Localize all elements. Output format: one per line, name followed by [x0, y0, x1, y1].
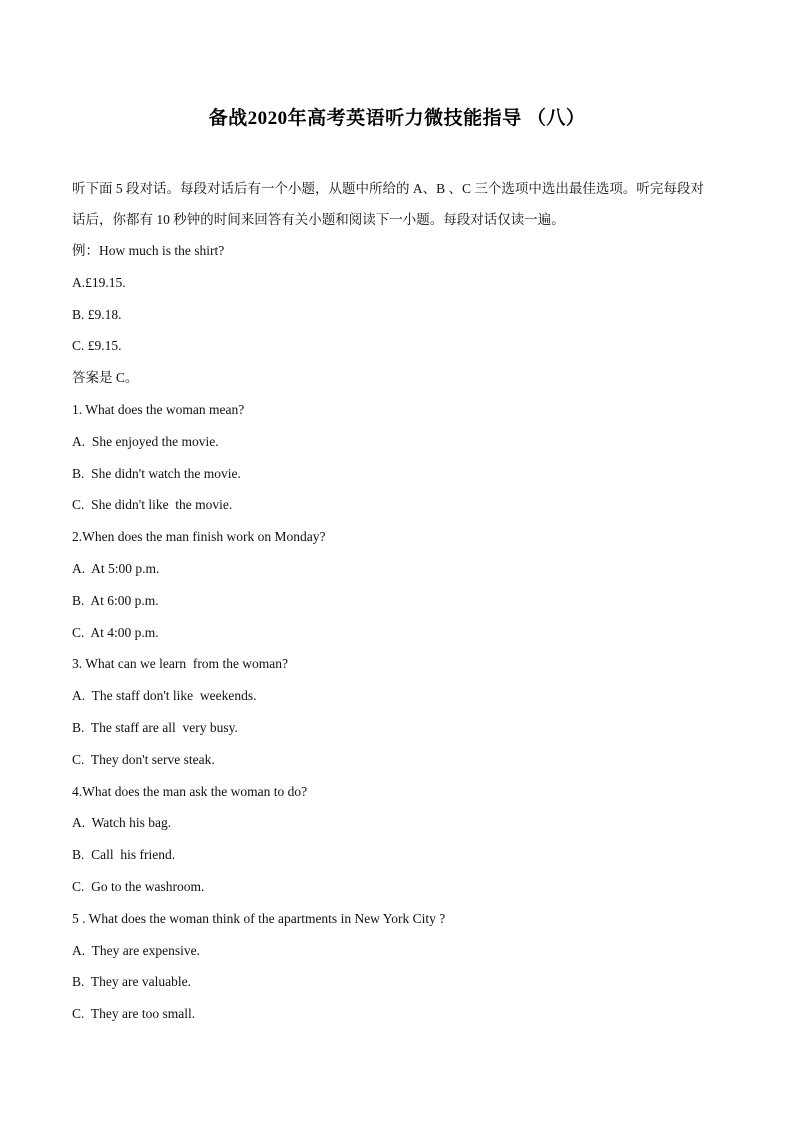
- example-option: B. £9.18.: [72, 306, 122, 322]
- page-title: 备战2020年高考英语听力微技能指导 （八）: [208, 108, 586, 129]
- question-1-option: A. She enjoyed the movie.: [72, 433, 219, 449]
- question-2: 2.When does the man finish work on Monday?: [72, 529, 326, 545]
- instructions-line: 话后，你都有 10 秒钟的时间来回答有关小题和阅读下一小题。每段对话仅读一遍。: [72, 212, 565, 227]
- instructions: [72, 173, 732, 235]
- question-2-option: A. At 5:00 p.m.: [72, 560, 160, 576]
- question-5-option: A. They are expensive.: [72, 942, 200, 958]
- question-5-option: C. They are too small.: [72, 1006, 196, 1022]
- question-2-option: C. At 4:00 p.m.: [72, 624, 159, 640]
- question-4: 4.What does the man ask the woman to do?: [72, 783, 308, 799]
- question-4-option: B. Call his friend.: [72, 847, 176, 863]
- question-3-option: A. The staff don't like weekends.: [72, 688, 257, 704]
- question-1-option: C. She didn't like the movie.: [72, 497, 233, 513]
- question-1: 1. What does the woman mean?: [72, 401, 245, 417]
- question-3: 3. What can we learn from the woman?: [72, 656, 289, 672]
- question-5-option: B. They are valuable.: [72, 974, 191, 990]
- question-4-option: A. Watch his bag.: [72, 815, 172, 831]
- instructions-line: 听下面 5 段对话。每段对话后有一个小题，从题中所给的 A、B 、C 三个选项中选出最佳选项。听完每段对: [72, 181, 704, 196]
- question-list: [72, 235, 732, 1030]
- question-3-option: C. They don't serve steak.: [72, 751, 215, 767]
- example-option: A.£19.15.: [72, 274, 126, 290]
- question-4-option: C. Go to the washroom.: [72, 878, 205, 894]
- example-option: C. £9.15.: [72, 338, 122, 354]
- example-question: 例：How much is the shirt?: [72, 243, 225, 258]
- question-3-option: B. The staff are all very busy.: [72, 719, 238, 735]
- question-5: 5 . What does the woman think of the apartments in New York City ?: [72, 910, 446, 926]
- example-answer: 答案是 C。: [72, 370, 139, 386]
- question-1-option: B. She didn't watch the movie.: [72, 465, 241, 481]
- question-2-option: B. At 6:00 p.m.: [72, 592, 159, 608]
